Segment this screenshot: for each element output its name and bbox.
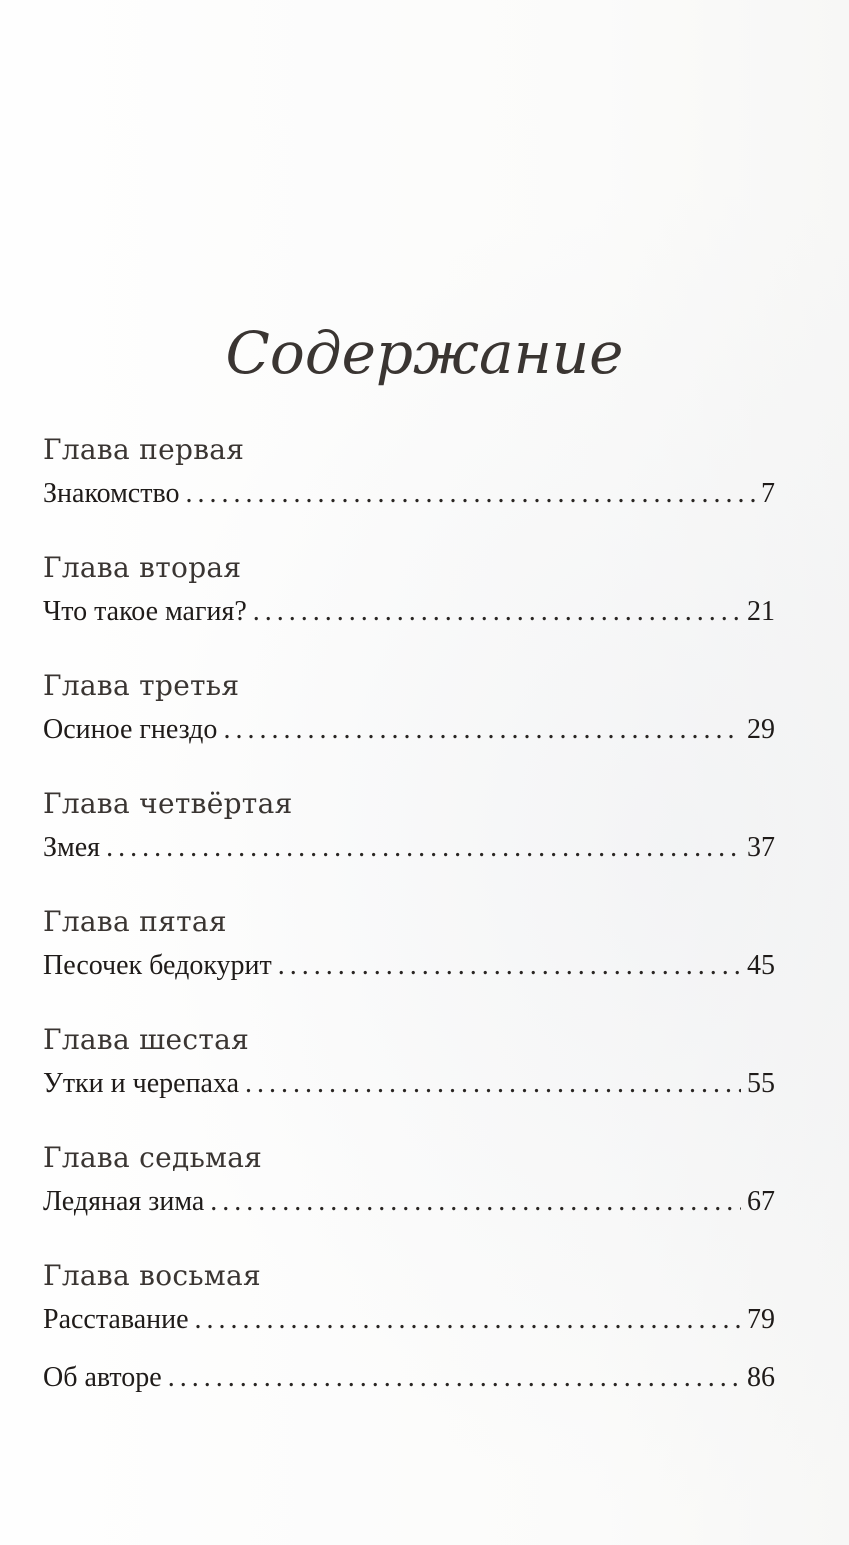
dot-leader [278, 942, 741, 990]
chapter-heading: Глава вторая [43, 551, 242, 584]
entry-page-number: 45 [747, 950, 775, 981]
entry-title: Утки и черепаха [43, 1068, 240, 1099]
dot-leader [253, 588, 741, 636]
toc-entry[interactable] [43, 1060, 775, 1108]
entry-title: Что такое магия? [43, 596, 247, 627]
dot-leader [186, 470, 756, 518]
toc-entry[interactable] [43, 824, 775, 872]
toc-chapter-8 [43, 1256, 775, 1344]
toc-entry[interactable] [43, 1178, 775, 1226]
chapter-heading: Глава четвёртая [43, 787, 293, 820]
dot-leader [245, 1060, 741, 1108]
toc-entry-about-author[interactable] [43, 1354, 775, 1402]
dot-leader [106, 824, 741, 872]
toc-chapter-6 [43, 1020, 775, 1108]
entry-title: Об авторе [43, 1362, 162, 1393]
dot-leader [210, 1178, 741, 1226]
chapter-heading: Глава пятая [43, 905, 227, 938]
entry-page-number: 79 [747, 1304, 775, 1335]
entry-title: Знакомство [43, 478, 180, 509]
chapter-heading: Глава седьмая [43, 1141, 263, 1174]
toc-chapter-1 [43, 430, 775, 518]
toc-entry[interactable] [43, 588, 775, 636]
dot-leader [195, 1296, 741, 1344]
toc-entry[interactable] [43, 706, 775, 754]
toc-chapter-7 [43, 1138, 775, 1226]
chapter-heading: Глава третья [43, 669, 240, 702]
toc-chapter-2 [43, 548, 775, 636]
toc-chapter-4 [43, 784, 775, 872]
dot-leader [168, 1354, 741, 1402]
toc-entry[interactable] [43, 1296, 775, 1344]
chapter-heading: Глава шестая [43, 1023, 250, 1056]
entry-page-number: 37 [747, 832, 775, 863]
entry-title: Осиное гнездо [43, 714, 218, 745]
entry-title: Змея [43, 832, 101, 863]
chapter-heading: Глава восьмая [43, 1259, 261, 1292]
entry-page-number: 21 [747, 596, 775, 627]
entry-title: Песочек бедокурит [43, 950, 272, 981]
entry-page-number: 7 [761, 478, 775, 509]
entry-page-number: 55 [747, 1068, 775, 1099]
entry-page-number: 29 [747, 714, 775, 745]
toc-chapter-5 [43, 902, 775, 990]
entry-title: Расставание [43, 1304, 189, 1335]
table-of-contents [43, 430, 775, 1402]
entry-title: Ледяная зима [43, 1186, 205, 1217]
toc-entry[interactable] [43, 470, 775, 518]
dot-leader [223, 706, 741, 754]
entry-page-number: 67 [747, 1186, 775, 1217]
toc-chapter-3 [43, 666, 775, 754]
chapter-heading: Глава первая [43, 433, 245, 466]
page-title: Содержание [225, 319, 624, 387]
toc-entry[interactable] [43, 942, 775, 990]
entry-page-number: 86 [747, 1362, 775, 1393]
